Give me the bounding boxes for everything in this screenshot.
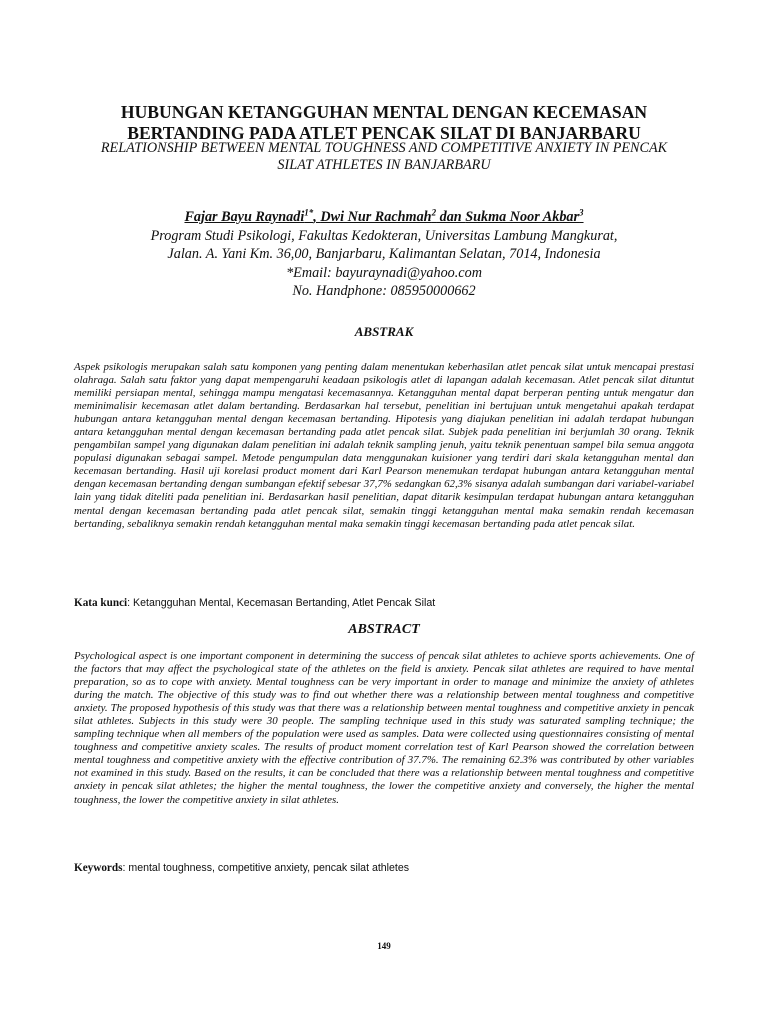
author-names bbox=[60, 208, 708, 227]
keywords-value: : mental toughness, competitive anxiety, pencak silat athletes bbox=[122, 862, 410, 874]
author-separator: , bbox=[313, 209, 321, 225]
author-2-affiliation-mark: 2 bbox=[431, 207, 437, 218]
kata-kunci-value: : Ketangguhan Mental, Kecemasan Bertanding, Atlet Pencak Silat bbox=[127, 597, 436, 609]
paper-english-title bbox=[64, 140, 704, 174]
abstrak-paragraph: Aspek psikologis merupakan salah satu komponen yang penting dalam menentukan keberhasilan atlet pencak silat untuk mencapai prestasi olahraga. Salah satu faktor yang dapat mempengaruhi keadaan psikologis atlet di lapangan adalah kecemasan. Atlet pencak silat dituntut memiliki persiapan mental, sehingga mampu mengatasi kecemasannya. Ketangguhan mental dapat berperan penting untuk mengatur dan meminimalisir kecemasan atlet dalam bertanding. Berdasarkan hal tersebut, penelitian ini bertujuan untuk mengetahui apakah terdapat hubungan antara ketangguhan mental dengan kecemasan bertanding. Hipotesis yang diajukan penelitian ini adalah terdapat hubungan antara ketangguhan mental dengan kecemasan bertanding pada atlet pencak silat. Subjek pada penelitian ini berjumlah 30 orang. Teknik pengambilan sampel yang digunakan dalam penelitian ini adalah teknik sampling jenuh, yaitu teknik penentuan sampel bila semua anggota populasi digunakan sebagai sampel. Metode pengumpulan data menggunakan kuisioner yang terdiri dari skala ketangguhan mental dan kecemasan bertanding. Hasil uji korelasi product moment dari Karl Pearson menemukan terdapat hubungan antara ketangguhan mental dengan kecemasan bertanding dengan sumbangan efektif sebesar 37,7% sedangkan 62,3% sisanya adalah sumbangan dari variabel-variabel lain yang tidak diteliti pada penelitian ini. Berdasarkan hasil penelitian, dapat ditarik kesimpulan terdapat hubungan antara ketangguhan mental dengan kecemasan bertanding pada atlet pencak silat, semakin tinggi ketangguhan mental maka semakin rendah kecemasan bertanding, sebaliknya semakin rendah ketangguhan mental maka semakin tinggi kecemasan bertanding pada atlet pencak silat. bbox=[74, 361, 694, 530]
affiliation-line-1: Program Studi Psikologi, Fakultas Kedokteran, Universitas Lambung Mangkurat, bbox=[150, 227, 618, 244]
author-block bbox=[60, 208, 708, 301]
keywords-line bbox=[74, 861, 694, 875]
english-title-line-1: RELATIONSHIP BETWEEN MENTAL TOUGHNESS AND COMPETITIVE ANXIETY IN PENCAK bbox=[100, 140, 668, 156]
author-3: Sukma Noor Akbar bbox=[465, 209, 580, 225]
keywords-label: Keywords bbox=[74, 862, 123, 874]
paper-title-line-1: HUBUNGAN KETANGGUHAN MENTAL DENGAN KECEMASAN bbox=[120, 102, 648, 122]
author-phone: No. Handphone: 085950000662 bbox=[292, 283, 476, 299]
abstract-heading: ABSTRACT bbox=[348, 622, 420, 637]
author-1: Fajar Bayu Raynadi bbox=[184, 209, 305, 225]
paper-title-line-2: BERTANDING PADA ATLET PENCAK SILAT DI BANJARBARU bbox=[127, 123, 641, 143]
abstract-paragraph: Psychological aspect is one important component in determining the success of pencak silat athletes to achieve sports achievements. One of the factors that may affect the psychological state of the athletes on the field is anxiety. Pencak silat athletes are required to have mental preparation, so as to cope with anxiety. Mental toughness can be very important in order to manage and minimize the anxiety of athletes during the match. The objective of this study was to find out whether there was a relationship between mental toughness and competitive anxiety. The proposed hypothesis of this study was that there was a relationship between mental toughness and competitive anxiety in pencak silat athletes. Subjects in this study were 30 people. The sampling technique used in this study was saturated sampling technique; the sampling technique when all members of the population were used as samples. Data were collected using questionnaires consisting of mental toughness and competitive anxiety scales. The results of product moment correlation test of Karl Pearson showed the correlation between mental toughness and competitive anxiety with the effective contribution of 37.7%. The remaining 62.3% was contributed by other variables not examined in this study. Based on the results, it can be concluded that there was a relationship between mental toughness and competitive anxiety in pencak silat athletes; the higher the mental toughness, the lower the competitive anxiety and conversely, the higher the mental toughness, the lower the competitive anxiety in silat athletes. bbox=[74, 650, 694, 806]
kata-kunci-label: Kata kunci bbox=[74, 597, 128, 609]
author-3-affiliation-mark: 3 bbox=[579, 207, 584, 218]
author-email: *Email: bayuraynadi@yahoo.com bbox=[286, 264, 482, 281]
author-separator: dan bbox=[436, 209, 466, 225]
abstrak-heading: ABSTRAK bbox=[354, 324, 414, 339]
affiliation-line-2: Jalan. A. Yani Km. 36,00, Banjarbaru, Kalimantan Selatan, 7014, Indonesia bbox=[167, 246, 601, 262]
author-1-affiliation-mark: 1* bbox=[304, 207, 314, 218]
page-number: 149 bbox=[377, 941, 391, 951]
paper-title bbox=[60, 102, 708, 144]
author-2: Dwi Nur Rachmah bbox=[320, 209, 432, 225]
kata-kunci-line bbox=[74, 596, 694, 610]
english-title-line-2: SILAT ATHLETES IN BANJARBARU bbox=[277, 157, 491, 173]
